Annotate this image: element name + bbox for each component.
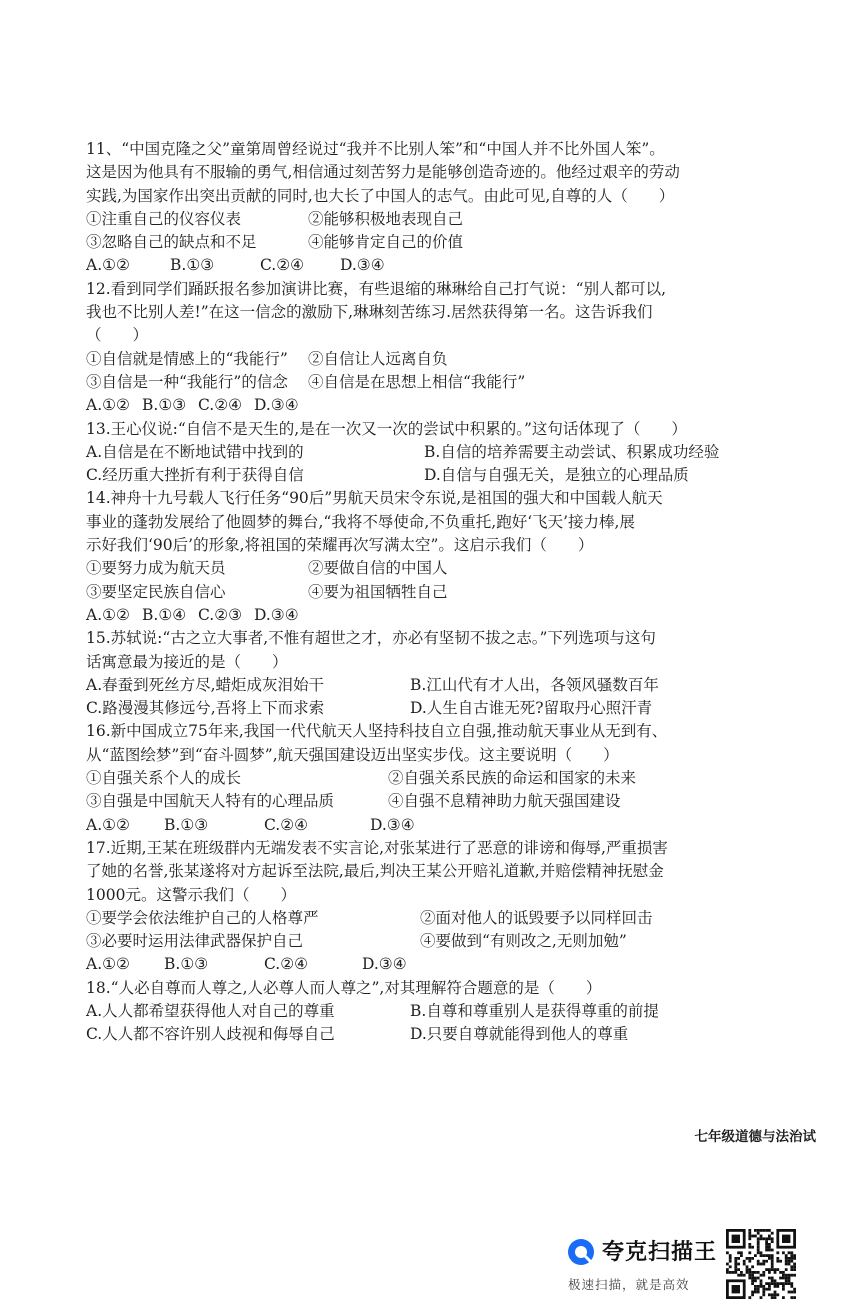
answer-choice: C.②④ [260, 256, 305, 275]
statement-item: ④能够肯定自己的价值 [308, 233, 464, 252]
statement-item: ②面对他人的诋毁要予以同样回击 [420, 908, 653, 927]
brand-name: 夸克扫描王 [602, 1240, 718, 1265]
question-stem-line: 17.近期,王某在班级群内无端发表不实言论,对张某进行了恶意的诽谤和侮辱,严重损害 [86, 838, 668, 857]
answer-choice: D.③④ [254, 396, 299, 415]
question-list [86, 138, 786, 1047]
statement-row [86, 930, 786, 953]
option-item: A.人人都希望获得他人对自己的尊重 [86, 1001, 335, 1020]
answer-choice: A.①② [86, 955, 130, 974]
footer-subject-label: 七年级道德与法治试 [694, 1129, 816, 1145]
answer-choice: B.①③ [164, 815, 209, 834]
question-block [86, 837, 786, 977]
question-block [86, 977, 786, 1047]
statement-item: ④自信是在思想上相信“我能行” [308, 372, 526, 391]
statement-row [86, 231, 786, 254]
statement-item: ②自强关系民族的命运和国家的未来 [388, 769, 637, 788]
answer-choices-row [86, 254, 786, 277]
option-item: B.自尊和尊重别人是获得尊重的前提 [410, 1001, 659, 1020]
statement-item: ③自强是中国航天人特有的心理品质 [86, 792, 335, 811]
question-stem-line: 14.神舟十九号载人飞行任务“90后”男航天员宋令东说,是祖国的强大和中国载人航天 [86, 489, 663, 508]
option-item: D.自信与自强无关，是独立的心理品质 [424, 466, 689, 485]
option-item: B.自信的培养需要主动尝试、积累成功经验 [424, 442, 720, 461]
answer-choice: A.①② [86, 605, 130, 624]
statement-item: ①要努力成为航天员 [86, 559, 226, 578]
question-block [86, 487, 786, 627]
option-item: A.自信是在不断地试错中找到的 [86, 442, 304, 461]
answer-choices-row [86, 814, 786, 837]
question-block [86, 418, 786, 488]
answer-choice: A.①② [86, 396, 130, 415]
answer-choice: A.①② [86, 256, 130, 275]
statement-item: ③忽略自己的缺点和不足 [86, 233, 257, 252]
option-row [86, 441, 786, 464]
question-stem-line: 我也不比别人差!”在这一信念的激励下,琳琳刻苦练习.居然获得第一名。这告诉我们 [86, 303, 653, 322]
statement-item: ①注重自己的仪容仪表 [86, 209, 242, 228]
question-stem-line: 18.“人必自尊而人尊之,人必尊人而人尊之”,对其理解符合题意的是（ ） [86, 978, 602, 997]
answer-choice: D.③④ [254, 605, 299, 624]
question-stem-line: 这是因为他具有不服输的勇气,相信通过刻苦努力是能够创造奇迹的。他经过艰辛的劳动 [86, 163, 680, 182]
statement-item: ②能够积极地表现自己 [308, 209, 464, 228]
quark-logo-icon [566, 1237, 596, 1267]
question-stem-line: 话寓意最为接近的是（ ） [86, 652, 288, 671]
statement-item: ③必要时运用法律武器保护自己 [86, 932, 304, 951]
option-item: C.经历重大挫折有利于获得自信 [86, 466, 304, 485]
answer-choice: C.②③ [198, 605, 243, 624]
option-item: D.只要自尊就能得到他人的尊重 [410, 1025, 629, 1044]
answer-choice: C.②④ [264, 955, 309, 974]
question-stem-line: 16.新中国成立75年来,我国一代代航天人坚持科技自立自强,推动航天事业从无到有、 [86, 722, 668, 741]
statement-item: ①要学会依法维护自己的人格尊严 [86, 908, 319, 927]
statement-item: ①自信就是情感上的“我能行” [86, 349, 288, 368]
question-stem-line: 1000元。这警示我们（ ） [86, 885, 296, 904]
answer-choice: D.③④ [370, 815, 415, 834]
question-block [86, 627, 786, 720]
answer-choices-row [86, 604, 786, 627]
option-row [86, 464, 786, 487]
statement-item: ③自信是一种“我能行”的信念 [86, 372, 288, 391]
statement-item: ④要为祖国牺牲自己 [308, 582, 448, 601]
answer-choice: D.③④ [340, 256, 385, 275]
answer-choice: D.③④ [362, 955, 407, 974]
question-stem-line: 11、“中国克隆之父”童第周曾经说过“我并不比别人笨”和“中国人并不比外国人笨”。 [86, 140, 665, 158]
statement-row [86, 581, 786, 604]
statement-row [86, 790, 786, 813]
answer-choice: B.①④ [142, 605, 187, 624]
statement-item: ②自信让人远离自负 [308, 349, 448, 368]
statement-row [86, 371, 786, 394]
question-stem-line: 示好我们‘90后’的形象,将祖国的荣耀再次写满太空”。这启示我们（ ） [86, 536, 594, 555]
option-item: C.人人都不容许别人歧视和侮辱自己 [86, 1025, 335, 1044]
statement-row [86, 907, 786, 930]
option-item: A.春蚕到死丝方尽,蜡炬成灰泪始干 [86, 675, 325, 694]
answer-choice: B.①③ [170, 256, 215, 275]
statement-item: ④要做到“有则改之,无则加勉” [420, 932, 627, 951]
option-row [86, 1000, 786, 1023]
option-item: B.江山代有才人出，各领风骚数百年 [410, 675, 659, 694]
statement-row [86, 767, 786, 790]
answer-choice: A.①② [86, 815, 130, 834]
option-item: C.路漫漫其修远兮,吾将上下而求索 [86, 699, 325, 718]
question-block [86, 720, 786, 836]
option-item: D.人生自古谁无死?留取丹心照汗青 [410, 699, 653, 718]
question-stem-line: 13.王心仪说:“自信不是天生的,是在一次又一次的尝试中积累的。”这句话体现了（ ） [86, 419, 687, 438]
answer-choice: C.②④ [198, 396, 243, 415]
statement-item: ①自强关系个人的成长 [86, 769, 242, 788]
question-block [86, 138, 786, 278]
answer-choice: B.①③ [142, 396, 187, 415]
question-stem-line: 实践,为国家作出突出贡献的同时,也大长了中国人的志气。由此可见,自尊的人（ ） [86, 186, 675, 205]
statement-row [86, 557, 786, 580]
question-stem-line: 从“蓝图绘梦”到“奋斗圆梦”,航天强国建设迈出坚实步伐。这主要说明（ ） [86, 745, 619, 764]
answer-choices-row [86, 953, 786, 976]
brand-slogan: 极速扫描，就是高效 [568, 1277, 690, 1292]
question-block [86, 278, 786, 418]
statement-item: ②要做自信的中国人 [308, 559, 448, 578]
answer-choice: C.②④ [264, 815, 309, 834]
option-row [86, 697, 786, 720]
question-stem-line: 12.看到同学们踊跃报名参加演讲比赛，有些退缩的琳琳给自己打气说：“别人都可以, [86, 279, 667, 298]
statement-item: ③要坚定民族自信心 [86, 582, 226, 601]
option-row [86, 674, 786, 697]
scanner-brand-watermark [566, 1235, 726, 1297]
answer-choices-row [86, 394, 786, 417]
question-stem-line: （ ） [86, 326, 149, 345]
statement-row [86, 208, 786, 231]
statement-item: ④自强不息精神助力航天强国建设 [388, 792, 621, 811]
option-row [86, 1023, 786, 1046]
answer-choice: B.①③ [164, 955, 209, 974]
question-stem-line: 了她的名誉,张某遂将对方起诉至法院,最后,判决王某公开赔礼道歉,并赔偿精神抚慰金 [86, 862, 664, 881]
qr-code-icon [726, 1229, 796, 1299]
question-stem-line: 事业的蓬勃发展给了他圆梦的舞台,“我将不辱使命,不负重托,跑好‘飞天’接力棒,展 [86, 512, 635, 531]
statement-row [86, 348, 786, 371]
question-stem-line: 15.苏轼说:“古之立大事者,不惟有超世之才，亦必有坚韧不拔之志。”下列选项与这句 [86, 629, 656, 648]
